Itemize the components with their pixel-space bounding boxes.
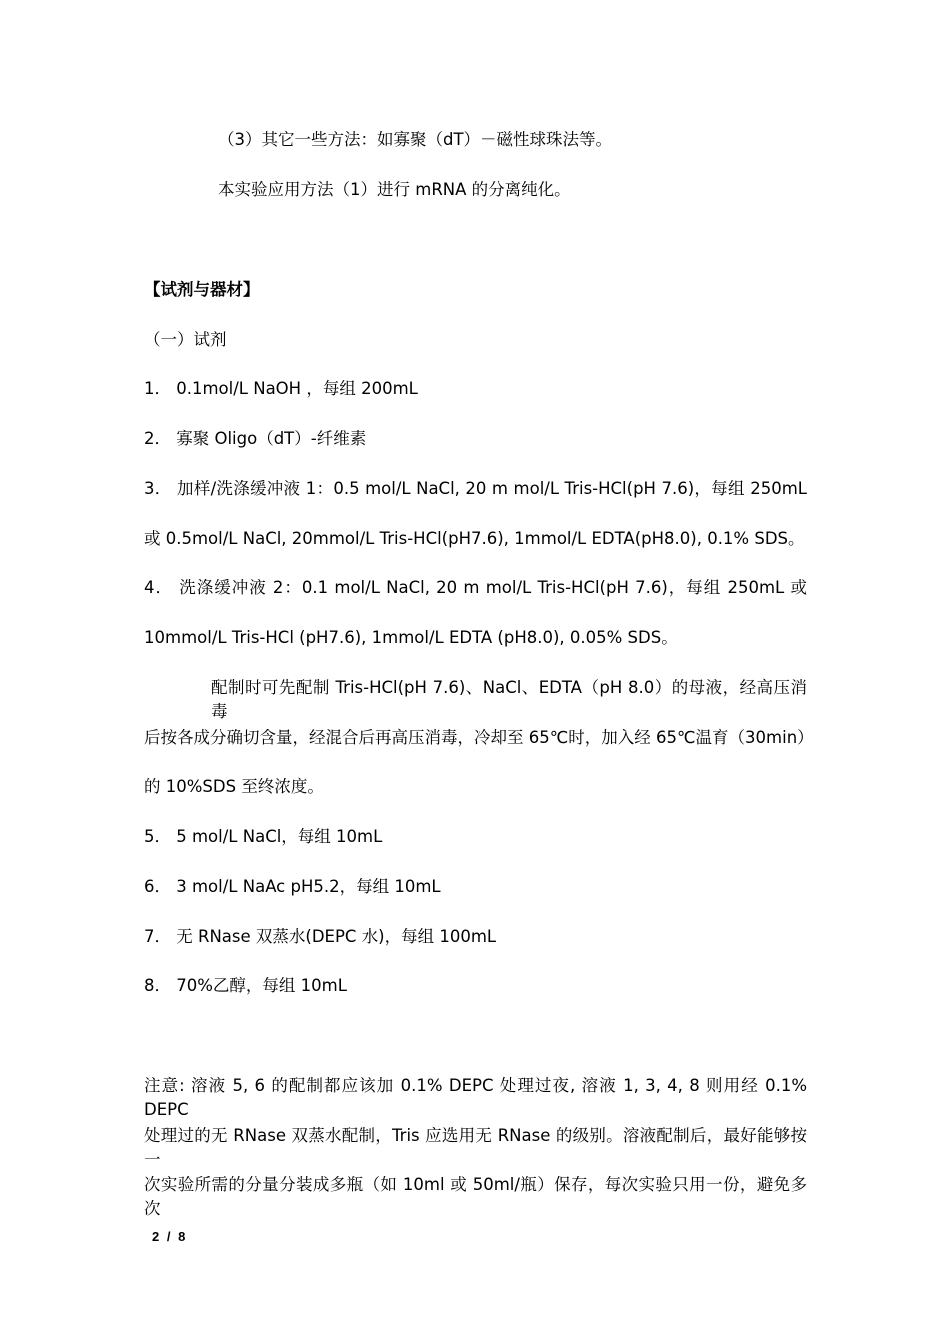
note-line: 次实验所需的分量分装成多瓶（如 10ml 或 50ml/瓶）保存，每次实验只用一份，避免多次 <box>144 1175 807 1218</box>
text-line: 10mmol/L Tris-HCl (pH7.6), 1mmol/L EDTA (pH8.0), 0.05% SDS。 <box>144 628 678 647</box>
list-item: 7． 无 RNase 双蒸水(DEPC 水)，每组 100mL <box>144 927 497 946</box>
text-line: 本实验应用方法（1）进行 mRNA 的分离纯化。 <box>218 180 571 199</box>
note-line: 处理过的无 RNase 双蒸水配制，Tris 应选用无 RNase 的级别。溶液配制后，最好能够按一 <box>144 1126 807 1169</box>
list-item: 4． 洗涤缓冲液 2：0.1 mol/L NaCl, 20 m mol/L Tris-HCl(pH 7.6)，每组 250mL 或 <box>144 578 807 597</box>
text-line: （3）其它一些方法：如寡聚（dT）－磁性球珠法等。 <box>218 130 613 149</box>
list-item: 6． 3 mol/L NaAc pH5.2，每组 10mL <box>144 877 441 896</box>
list-item: 5． 5 mol/L NaCl，每组 10mL <box>144 827 383 846</box>
paragraph-line: 的 10%SDS 至终浓度。 <box>144 777 324 796</box>
note-line: 注意: 溶液 5, 6 的配制都应该加 0.1% DEPC 处理过夜, 溶液 1, 3, 4, 8 则用经 0.1% DEPC <box>144 1076 807 1119</box>
paragraph-line: 配制时可先配制 Tris-HCl(pH 7.6)、NaCl、EDTA（pH 8.0）的母液，经高压消毒 <box>211 678 807 721</box>
section-heading: 【试剂与器材】 <box>144 280 260 299</box>
list-item: 3． 加样/洗涤缓冲液 1：0.5 mol/L NaCl, 20 m mol/L Tris-HCl(pH 7.6)，每组 250mL <box>144 479 807 498</box>
paragraph-line: 后按各成分确切含量，经混合后再高压消毒，冷却至 65℃时，加入经 65℃温育（30min） <box>144 728 814 747</box>
subsection-heading: （一）试剂 <box>144 330 227 349</box>
list-item: 8． 70%乙醇，每组 10mL <box>144 976 347 995</box>
page-number: 2 / 8 <box>152 1229 186 1244</box>
list-item: 1． 0.1mol/L NaOH ，每组 200mL <box>144 379 418 398</box>
text-line: 或 0.5mol/L NaCl, 20mmol/L Tris-HCl(pH7.6), 1mmol/L EDTA(pH8.0), 0.1% SDS。 <box>144 529 805 548</box>
list-item: 2． 寡聚 Oligo（dT）-纤维素 <box>144 429 367 448</box>
